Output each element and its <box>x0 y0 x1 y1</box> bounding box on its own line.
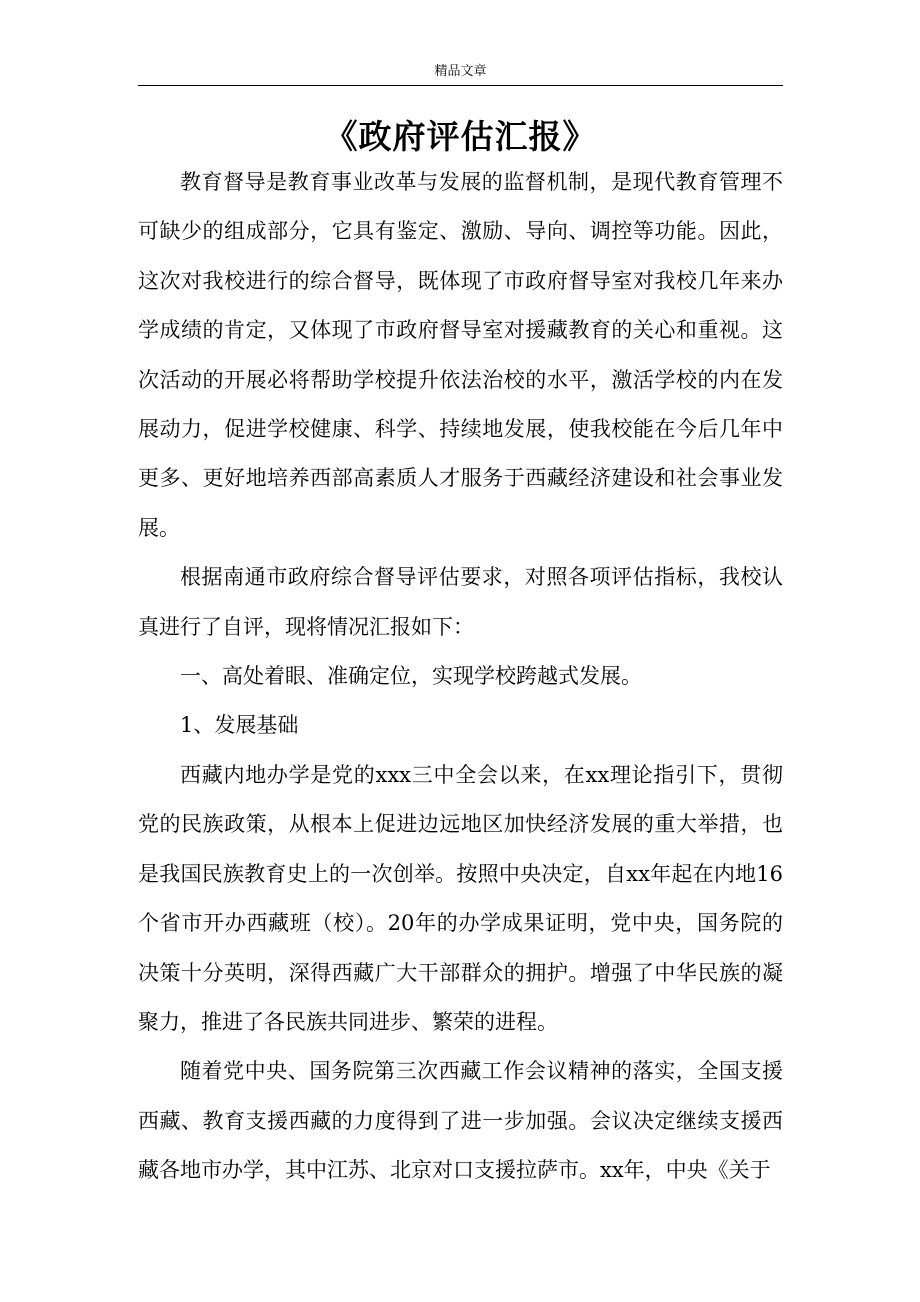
paragraph-evaluation-basis: 根据南通市政府综合督导评估要求，对照各项评估指标，我校认真进行了自评，现将情况汇报如下： <box>138 565 783 639</box>
paragraph-background: 西藏内地办学是党的xxx三中全会以来，在xx理论指引下，贯彻党的民族政策，从根本上促进边远地区加快经济发展的重大举措，也是我国民族教育史上的一次创举。按照中央决定，自xx年起在内地16个省市开办西藏班（校）。20年的办学成果证明，党中央，国务院的决策十分英明，深得西藏广大干部群众的拥护。增强了中华民族的凝聚力，推进了各民族共同进步、繁荣的进程。 <box>138 762 783 1034</box>
paragraph-support: 随着党中央、国务院第三次西藏工作会议精神的落实，全国支援西藏、教育支援西藏的力度得到了进一步加强。会议决定继续支援西藏各地市办学，其中江苏、北京对口支援拉萨市。xx年，中央《关于 <box>138 1059 783 1183</box>
page-header: 精品文章 <box>434 64 487 79</box>
paragraph-intro: 教育督导是教育事业改革与发展的监督机制，是现代教育管理不可缺少的组成部分，它具有鉴定、激励、导向、调控等功能。因此，这次对我校进行的综合督导，既体现了市政府督导室对我校几年来办学成绩的肯定，又体现了市政府督导室对援藏教育的关心和重视。这次活动的开展必将帮助学校提升依法治校的水平，激活学校的内在发展动力，促进学校健康、科学、持续地发展，使我校能在今后几年中更多、更好地培养西部高素质人才服务于西藏经济建设和社会事业发展。 <box>138 170 783 540</box>
header-divider <box>138 85 783 86</box>
subsection-heading-1-1: 1、发展基础 <box>180 713 299 738</box>
document-body <box>138 158 783 1196</box>
document-title: 《政府评估汇报》 <box>324 117 597 156</box>
section-heading-1: 一、高处着眼、准确定位，实现学校跨越式发展。 <box>180 664 642 689</box>
